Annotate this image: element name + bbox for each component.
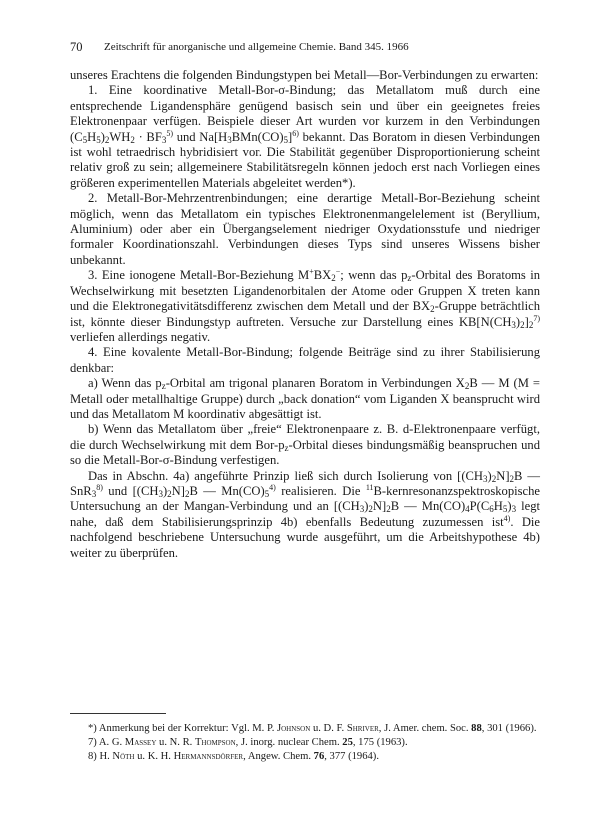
text: B — Mn(CO) <box>189 483 265 498</box>
reference-mark: 8) <box>96 482 103 492</box>
subscript: 2 <box>491 473 497 484</box>
text: Das in Abschn. 4a) angeführte Prinzip ließ sich durch Isolierung von [(CH <box>88 468 484 483</box>
subscript: 2 <box>331 273 336 284</box>
text: ) <box>162 483 168 498</box>
text: , J. Amer. chem. Soc. <box>378 723 472 734</box>
text: ) <box>507 499 512 514</box>
text: ) <box>487 468 492 483</box>
text: ] <box>524 314 529 329</box>
subscript: 6 <box>489 504 494 515</box>
subscript: 3 <box>483 473 488 484</box>
author-name: Nöth <box>112 751 135 763</box>
text: bekannt. Das Boratom in diesen Verbindungen ist wohl tetraedrisch hybridisiert vor. Die Stabilität gegenüber Disproportionierung scheint relativ groß zu sein; allgemeinere Stabilitätsregeln können jedoch erst nach Vorliegen eines größeren experimentellen Materials abgeleitet werden*). <box>70 129 540 190</box>
text: unseres Erachtens die folgenden Bindungstypen bei Metall—Bor-Verbindungen zu erwarten: <box>70 68 539 82</box>
text: B — SnR <box>70 468 540 498</box>
subscript: 2 <box>520 319 525 330</box>
subscript: 3 <box>511 319 516 330</box>
superscript: − <box>335 267 341 277</box>
text: N] <box>372 499 387 514</box>
subscript: 2 <box>509 473 515 484</box>
footnote-8 <box>70 750 540 764</box>
isotope-mark: 11 <box>365 482 374 492</box>
text: -Orbital am trigonal planaren Boratom in Verbindungen X <box>165 376 465 391</box>
footnote-divider <box>70 713 166 714</box>
volume: 88 <box>471 723 482 734</box>
subscript: 2 <box>130 134 135 145</box>
text: 8) H. <box>88 751 113 763</box>
text: , 175 (1963). <box>352 737 408 749</box>
text: u. N. R. <box>156 737 195 749</box>
author-name: Massey <box>124 737 157 749</box>
subscript: 2 <box>528 319 534 330</box>
text: BMn(CO) <box>231 129 284 144</box>
text: b) Wenn das Metallatom über „freie“ Elektronenpaare z. B. d-Elektronenpaare verfügt, die durch Wechselwirkung mit dem Bor-p <box>70 422 540 452</box>
text: ) <box>515 314 521 329</box>
subscript: 5 <box>82 134 88 145</box>
subscript: 5 <box>502 504 508 515</box>
subscript: 2 <box>184 488 190 499</box>
paragraph-2 <box>70 191 540 268</box>
paragraph-1 <box>70 83 540 191</box>
text: ; wenn das p <box>340 268 408 283</box>
text: B — M (M = Metall oder metallhaltige Gruppe) durch „back donation“ vom Liganden X beansprucht wird und das Metallatom M koordinativ abgesättigt ist. <box>70 376 541 421</box>
text: realisieren. Die <box>275 483 366 498</box>
text: 3. Eine ionogene Metall-Bor-Beziehung M <box>88 268 310 283</box>
author-name: Shriver <box>346 723 379 734</box>
subscript: 5 <box>283 134 289 145</box>
text: H <box>87 129 97 144</box>
reference-mark: 4) <box>503 513 511 523</box>
footnotes <box>70 722 540 765</box>
text: , 301 (1966). <box>481 723 537 734</box>
text: *) Anmerkung bei der Korrektur: Vgl. M. P. <box>88 723 277 734</box>
text: und [(CH <box>102 483 159 498</box>
text: B-kernresonanzspektroskopische Untersuchung an der Mangan-Verbindung und an [(CH <box>70 483 540 514</box>
text: 1. Eine koordinative Metall-Bor-σ-Bindung; das Metallatom muß durch eine entsprechende Ligandensphäre genügend basisch sein und über ein geeignetes freies Elektronenpaar verfügen. Beispiele dieser Art wurden vor kurzem in den Verbindungen (C <box>70 83 540 144</box>
paragraph-4b <box>70 422 540 468</box>
footnote-correction <box>70 722 540 736</box>
subscript: 5 <box>264 488 270 499</box>
reference-mark: 5) <box>166 128 174 138</box>
text: u. K. H. <box>134 751 174 763</box>
paragraph-3 <box>70 268 540 345</box>
text: ] <box>288 129 293 144</box>
text: BX <box>313 268 332 283</box>
text: H <box>493 499 503 514</box>
volume: 25 <box>342 737 353 749</box>
text: -Orbital dieses bindungsmäßig beanspruchen und so die Metall-Bor-σ-Bindung verfestigen. <box>70 437 540 468</box>
footnote-7 <box>70 736 540 750</box>
text: . Die nachfolgend beschriebene Untersuchung wurde ausgeführt, um die Arbeitshypothese 4b) weiter zu überprüfen. <box>70 514 541 560</box>
volume: 76 <box>313 751 325 763</box>
subscript: 3 <box>227 134 232 145</box>
text: , 377 (1964). <box>324 751 379 763</box>
text: -Orbital des Boratoms in Wechselwirkung mit besetzten Ligandenorbitalen der Atome oder Gruppen X treten kann und die Elektronegativitätsdifferenz zwischen dem Metall und der BX <box>70 268 541 314</box>
text: 7) A. G. <box>88 737 125 749</box>
paragraph-5 <box>70 469 540 561</box>
subscript: 2 <box>368 504 373 515</box>
reference-mark: 6) <box>292 128 299 138</box>
text: u. D. F. <box>310 723 347 734</box>
subscript: 3 <box>91 488 97 499</box>
text: , J. inorg. nuclear Chem. <box>235 737 343 749</box>
subscript: 2 <box>167 488 172 499</box>
author-name: Johnson <box>277 723 311 734</box>
running-title: Zeitschrift für anorganische und allgemeine Chemie. Band 345. 1966 <box>104 41 409 53</box>
subscript: z <box>161 381 166 392</box>
text: ) <box>364 499 369 514</box>
body-text <box>70 68 540 561</box>
subscript: 5 <box>96 134 101 145</box>
text: verliefen allerdings negativ. <box>70 329 211 344</box>
text: 4. Eine kovalente Metall-Bor-Bindung; folgende Beiträge sind zu ihrer Stabilisierung denkbar: <box>70 345 540 375</box>
subscript: 2 <box>464 381 470 392</box>
subscript: z <box>284 442 289 453</box>
subscript: 2 <box>104 134 110 145</box>
text: WH <box>109 129 131 144</box>
subscript: 3 <box>158 488 163 499</box>
paragraph-4a <box>70 376 540 422</box>
subscript: 4 <box>465 504 470 515</box>
text: a) Wenn das p <box>88 376 162 391</box>
text: N] <box>171 483 185 498</box>
text: 2. Metall-Bor-Mehrzentrenbindungen; eine derartige Metall-Bor-Beziehung scheint möglich, wenn das Metallatom ein typisches Elektronenmangelelement ist (Beryllium, Aluminium) oder aber ein Übergangselement niedriger Oxydationsstufe und niedriger formaler Koordinationszahl. Verbindungen dieses Typs sind unseres Wissens bisher unbekannt. <box>70 191 540 267</box>
text: und Na[H <box>173 129 228 144</box>
text: B — Mn(CO) <box>390 499 466 514</box>
reference-mark: 7) <box>533 313 540 323</box>
text: N] <box>496 468 510 483</box>
text: · BF <box>134 129 162 144</box>
subscript: 2 <box>386 504 391 515</box>
author-name: Hermannsdörfer <box>173 751 244 763</box>
subscript: 2 <box>430 304 435 315</box>
text: ) <box>100 129 105 144</box>
paragraph-4 <box>70 345 540 376</box>
superscript: + <box>309 267 314 277</box>
paragraph-intro <box>70 68 540 83</box>
text: P(C <box>469 499 490 514</box>
reference-mark: 4) <box>269 482 276 492</box>
author-name: Thompson <box>194 737 236 749</box>
subscript: 3 <box>161 134 167 145</box>
subscript: 3 <box>359 504 365 515</box>
text: legt nahe, daß dem Stabilisierungsprinzip 4b) ebenfalls Bedeutung zuzumessen ist <box>70 499 540 529</box>
subscript: z <box>407 273 412 284</box>
text: , Angew. Chem. <box>243 751 314 763</box>
text: -Gruppe beträchtlich ist, könnte dieser Bindungstyp auftreten. Versuche zur Darstellung eines KB[N(CH <box>70 299 540 329</box>
subscript: 3 <box>511 504 517 515</box>
page-number: 70 <box>70 40 83 54</box>
